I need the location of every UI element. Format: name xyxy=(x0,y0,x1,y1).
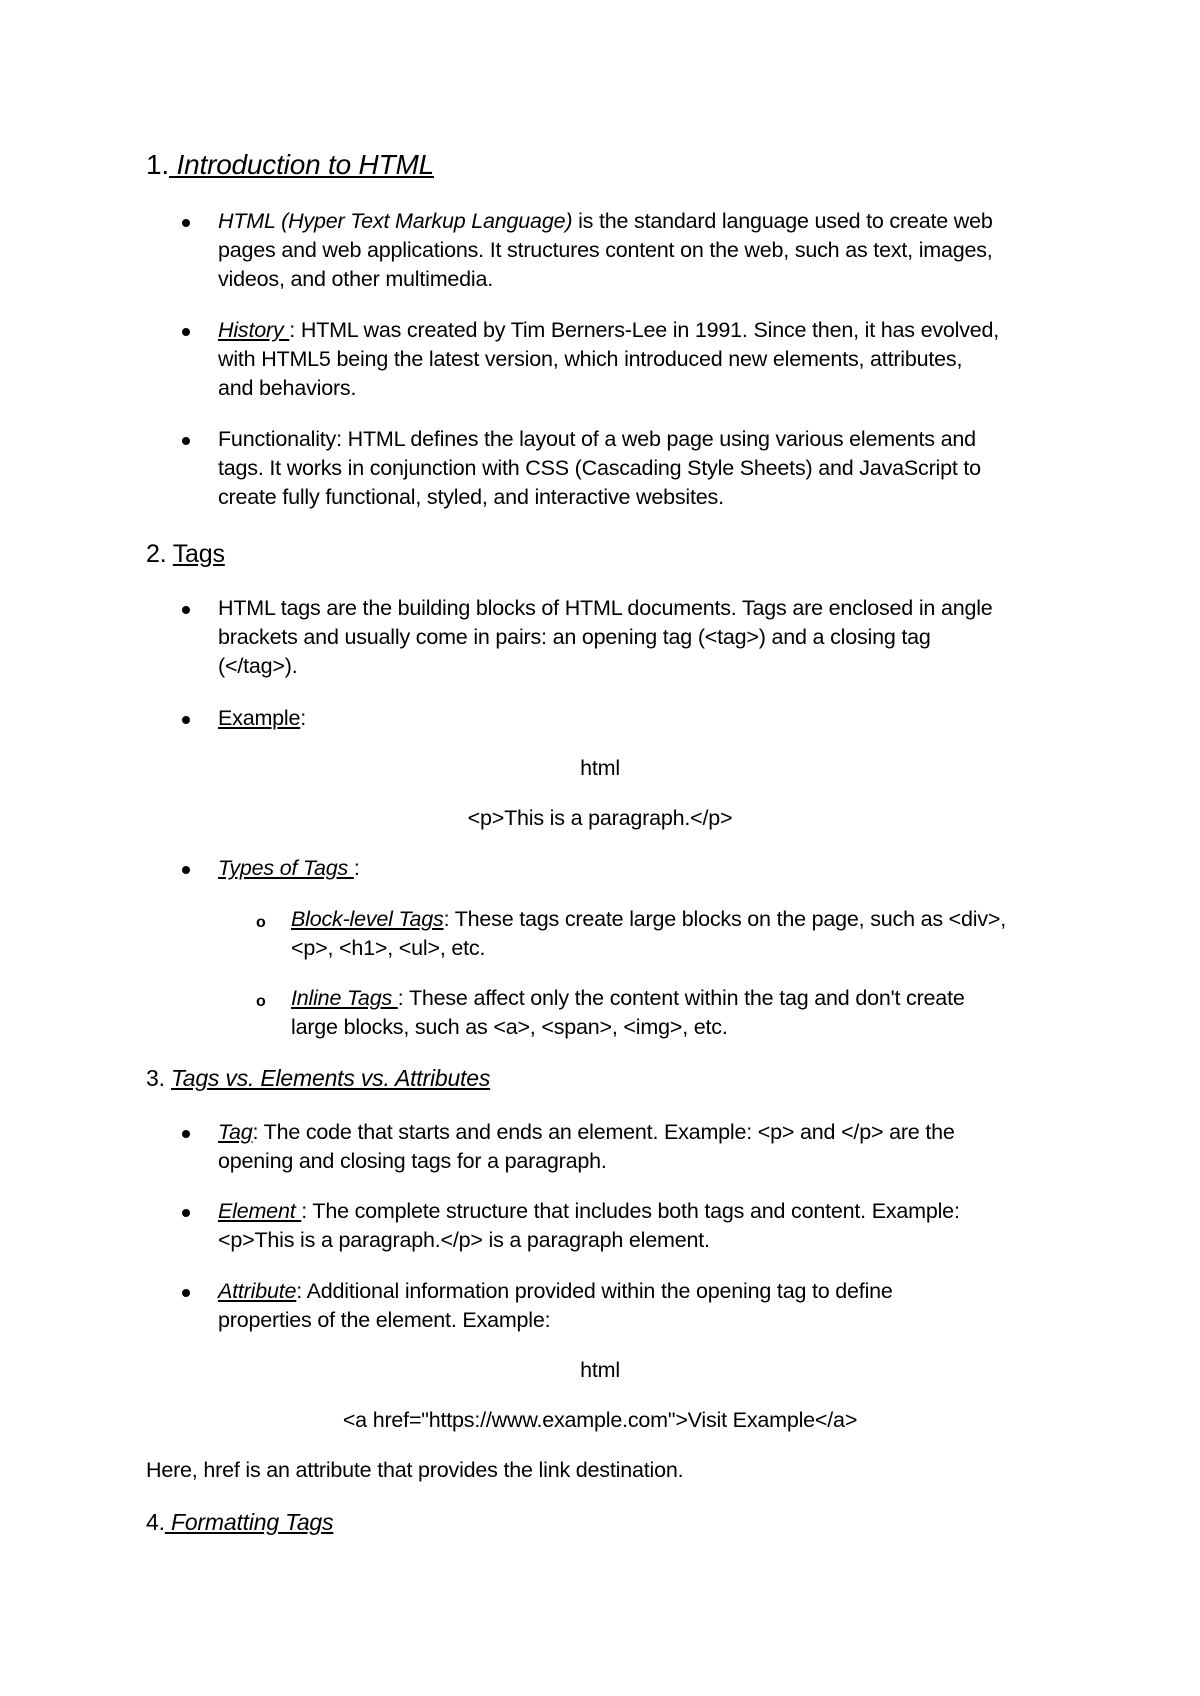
bullet-icon xyxy=(182,866,190,874)
text-line: pages and web applications. It structures content on the web, such as text, images, xyxy=(218,238,993,262)
text-line: with HTML5 being the latest version, which introduced new elements, attributes, xyxy=(218,347,963,371)
code-example: <p>This is a paragraph.</p> xyxy=(467,806,733,830)
code-language-label: html xyxy=(580,756,620,780)
list-item xyxy=(218,1197,960,1255)
term: Types of Tags xyxy=(218,856,354,880)
paragraph: Here, href is an attribute that provides the link destination. xyxy=(146,1458,684,1482)
text-line: : xyxy=(300,706,307,730)
list-item xyxy=(218,854,360,883)
text-line: tags. It works in conjunction with CSS (Cascading Style Sheets) and JavaScript to xyxy=(218,456,981,480)
sub-bullet-icon: o xyxy=(256,914,266,931)
code-example: <a href="https://www.example.com">Visit Example</a> xyxy=(342,1408,858,1432)
section-number: 3. xyxy=(146,1065,171,1091)
list-item xyxy=(218,1118,955,1176)
list-item xyxy=(218,594,993,681)
list-item xyxy=(218,425,981,512)
term: History xyxy=(218,318,290,342)
text-line: opening and closing tags for a paragraph. xyxy=(218,1149,607,1173)
term: Attribute xyxy=(218,1279,297,1303)
sub-list-item xyxy=(291,905,1006,963)
text-line: : Additional information provided within the opening tag to define xyxy=(296,1279,893,1303)
section-number: 1. xyxy=(146,149,169,180)
text-line: Functionality: HTML defines the layout of a web page using various elements and xyxy=(218,427,976,451)
text-line: HTML tags are the building blocks of HTML documents. Tags are enclosed in angle xyxy=(218,596,993,620)
list-item xyxy=(218,316,999,403)
text-line: large blocks, such as <a>, <span>, <img>, etc. xyxy=(291,1015,728,1039)
section-title: Formatting Tags xyxy=(164,1509,334,1535)
text-line: : xyxy=(353,856,360,880)
text-line: create fully functional, styled, and interactive websites. xyxy=(218,485,724,509)
sub-bullet-icon: o xyxy=(256,993,266,1010)
bullet-icon xyxy=(182,1130,190,1138)
term: Tag xyxy=(218,1120,253,1144)
bullet-icon xyxy=(182,1209,190,1217)
text-line: (</tag>). xyxy=(218,654,298,678)
section-title: Tags xyxy=(172,540,225,568)
term: Element xyxy=(218,1199,302,1223)
bullet-icon xyxy=(182,219,190,227)
list-item xyxy=(218,704,306,733)
section-number: 4. xyxy=(146,1509,165,1535)
text-line: videos, and other multimedia. xyxy=(218,267,494,291)
text-line: : HTML was created by Tim Berners-Lee in 1991. Since then, it has evolved, xyxy=(289,318,1000,342)
list-item xyxy=(218,1277,893,1335)
section-3-heading xyxy=(146,1064,490,1093)
bullet-icon xyxy=(182,606,190,614)
text-line: is the standard language used to create web xyxy=(572,209,993,233)
code-language-label: html xyxy=(580,1358,620,1382)
bullet-icon xyxy=(182,1289,190,1297)
term: Block-level Tags xyxy=(291,907,444,931)
text-line: : The code that starts and ends an element. Example: <p> and </p> are the xyxy=(252,1120,955,1144)
text-line: and behaviors. xyxy=(218,376,357,400)
bullet-icon xyxy=(182,716,190,724)
section-title: Introduction to HTML xyxy=(168,149,434,180)
bullet-icon xyxy=(182,328,190,336)
bullet-icon xyxy=(182,437,190,445)
sub-list-item xyxy=(291,984,965,1042)
text-line: : These tags create large blocks on the page, such as <div>, xyxy=(443,907,1007,931)
text-line: : The complete structure that includes both tags and content. Example: xyxy=(301,1199,960,1223)
text-line: : These affect only the content within the tag and don't create xyxy=(397,986,965,1010)
text-line: <p>This is a paragraph.</p> is a paragraph element. xyxy=(218,1228,710,1252)
text-line: properties of the element. Example: xyxy=(218,1308,551,1332)
term: Example xyxy=(218,706,301,730)
term: HTML (Hyper Text Markup Language) xyxy=(218,209,573,233)
section-2-heading xyxy=(146,538,225,570)
text-line: <p>, <h1>, <ul>, etc. xyxy=(291,936,486,960)
section-4-heading xyxy=(146,1508,333,1537)
section-title: Tags vs. Elements vs. Attributes xyxy=(170,1065,491,1091)
list-item xyxy=(218,207,993,294)
term: Inline Tags xyxy=(291,986,398,1010)
section-1-heading xyxy=(146,148,434,182)
section-number: 2. xyxy=(146,540,173,568)
text-line: brackets and usually come in pairs: an opening tag (<tag>) and a closing tag xyxy=(218,625,931,649)
